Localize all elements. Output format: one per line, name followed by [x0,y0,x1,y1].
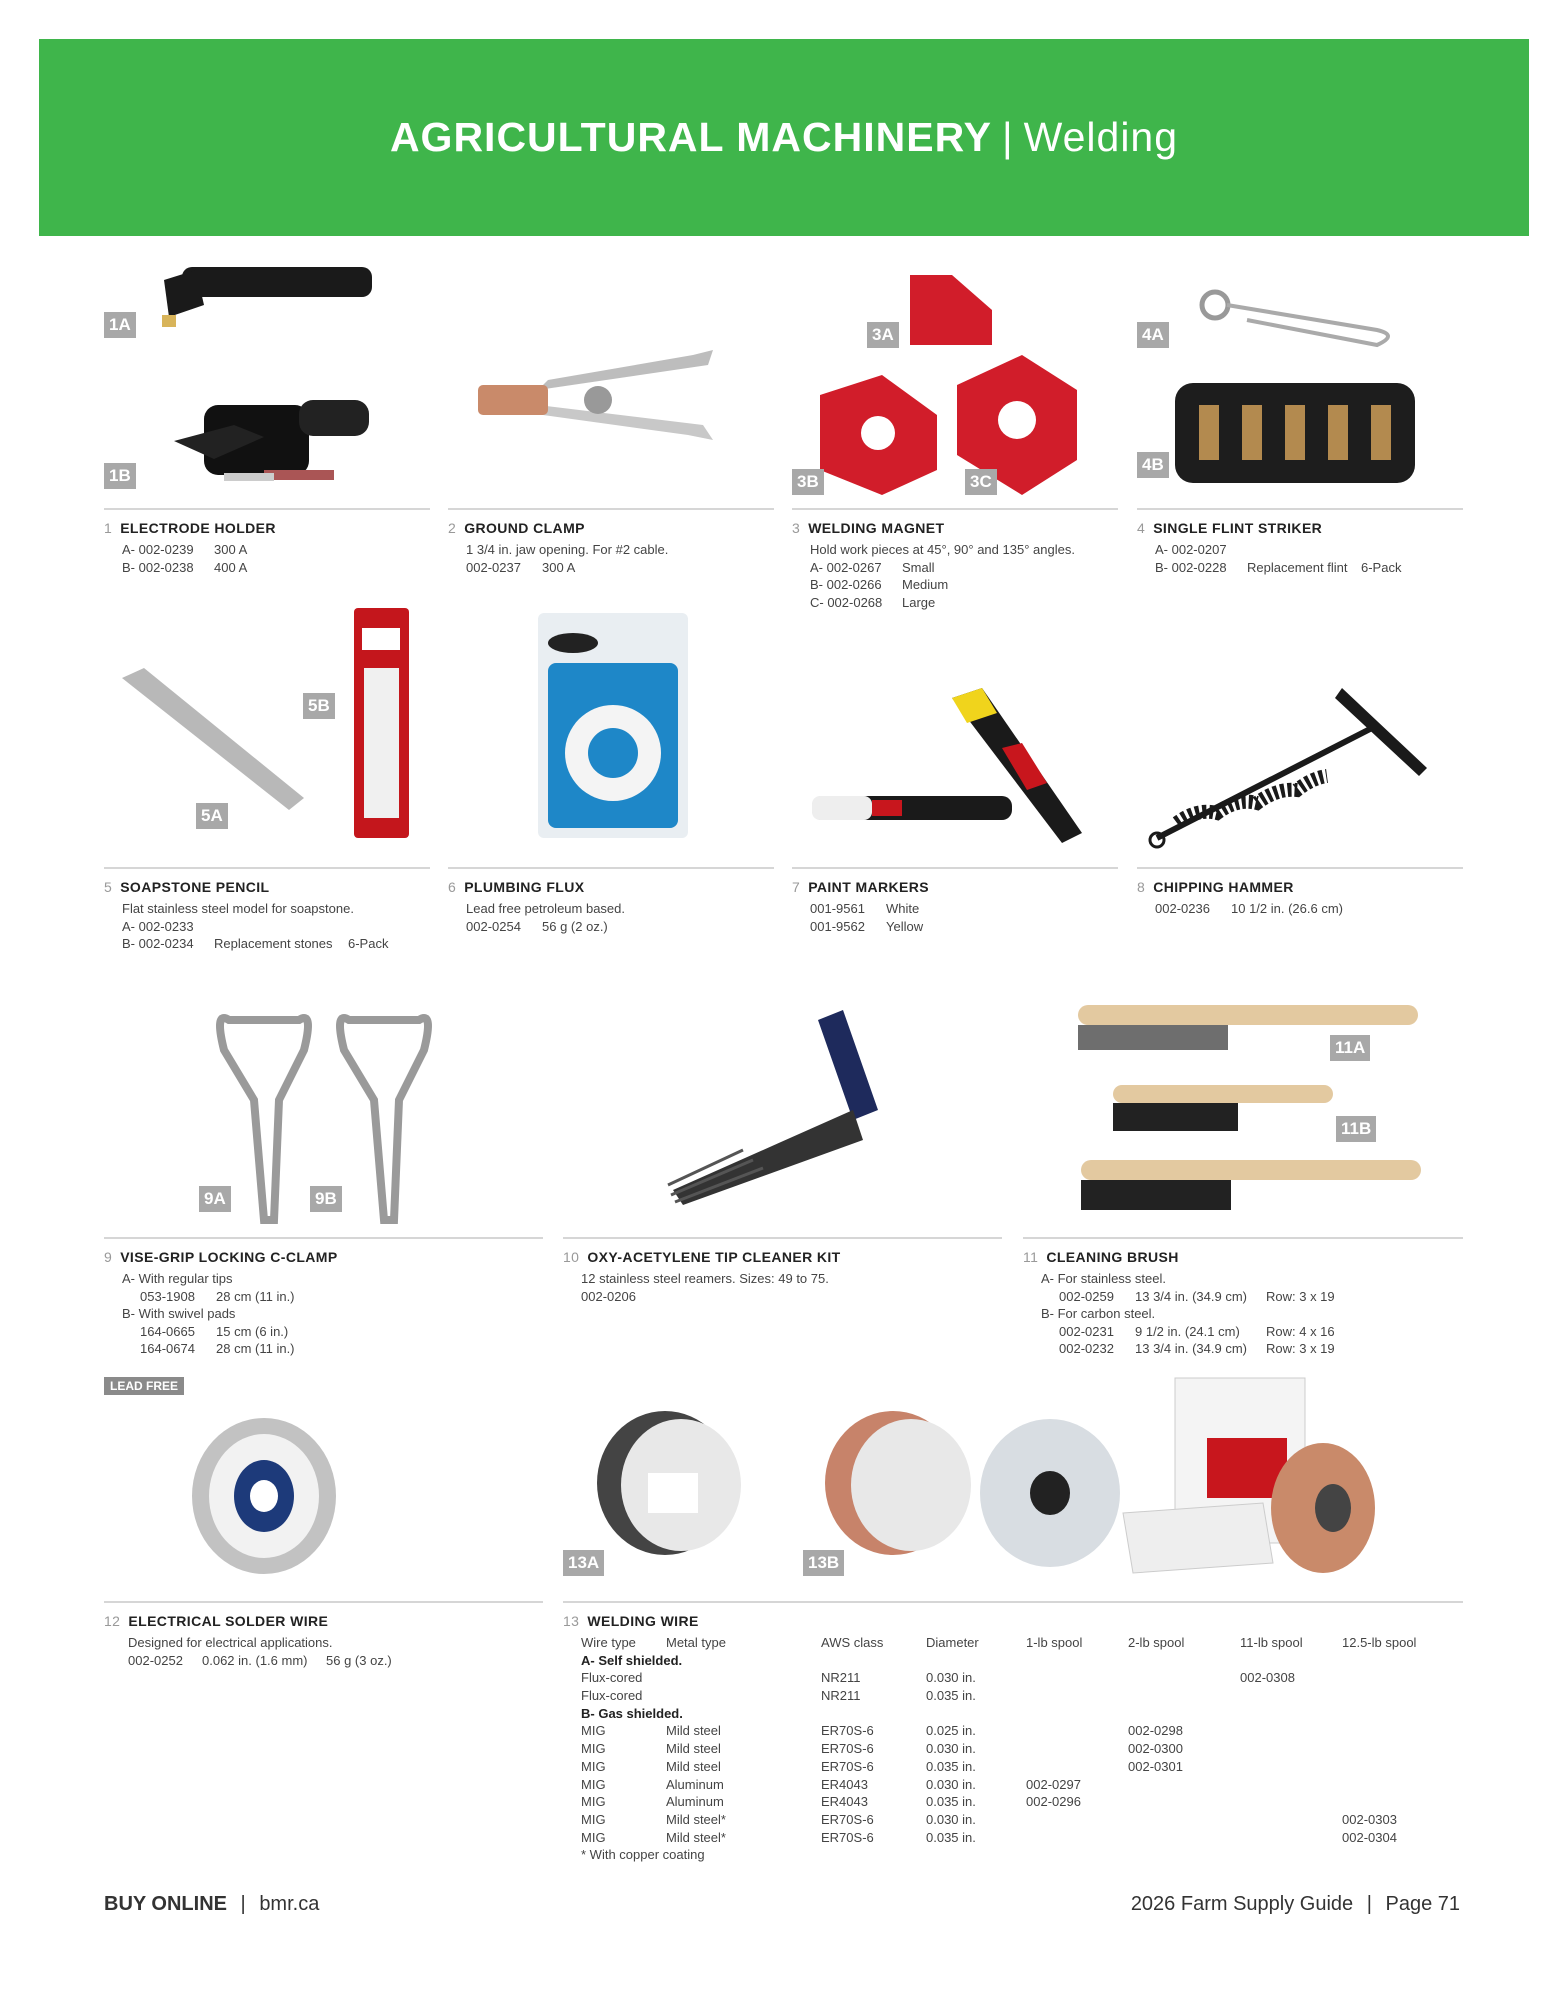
product-heading: 11 CLEANING BRUSH [1023,1249,1179,1265]
badge-3a: 3A [867,322,899,348]
code-row: A- 002-0239 300 A [122,542,248,557]
code-row: 002-0231 9 1/2 in. (24.1 cm) Row: 4 x 16 [1059,1323,1335,1339]
badge-4a: 4A [1137,322,1169,348]
code-row: B- 002-0228 Replacement flint 6-Pack [1155,559,1402,575]
badge-1b: 1B [104,463,136,489]
product-details: Designed for electrical applications. 002-0252 0.062 in. (1.6 mm) 56 g (3 oz.) [104,1634,543,1669]
table-row: MIG Aluminum ER4043 0.030 in. 002-0297 [581,1776,1081,1792]
product-5-image [104,608,430,867]
product-11 [1023,990,1463,1358]
badge-3b: 3B [792,469,824,495]
badge-5b: 5B [303,693,335,719]
product-9 [104,990,543,1358]
page-title: AGRICULTURAL MACHINERY | Welding [389,114,1179,160]
divider [1137,867,1463,869]
code-row: 002-0237 300 A [466,559,576,575]
badge-1a: 1A [104,312,136,338]
product-9-image [104,990,543,1237]
badge-13a: 13A [563,1550,604,1576]
footer-left: BUY ONLINE | bmr.ca [104,1893,320,1915]
product-details: 12 stainless steel reamers. Sizes: 49 to 75. 002-0206 [563,1270,1002,1305]
product-4-image [1137,255,1463,508]
electrode-holder-image [104,255,430,508]
code-row: 002-0252 0.062 in. (1.6 mm) 56 g (3 oz.) [128,1652,392,1668]
product-details [104,541,430,576]
lead-free-badge: LEAD FREE [104,1377,184,1395]
product-heading: 13 WELDING WIRE [563,1613,699,1629]
code-row: B- 002-0266 Medium [810,577,949,592]
product-heading: 12 ELECTRICAL SOLDER WIRE [104,1613,329,1629]
header-band [39,39,1529,236]
table-row: MIG Mild steel ER70S-6 0.030 in. 002-0300 [581,1741,1183,1757]
product-11-image [1023,990,1463,1237]
product-1 [104,255,430,576]
divider [563,1601,1463,1603]
product-13 [563,1363,1463,1865]
code-row: A- 002-0233 [122,918,194,934]
welding-magnet-image [792,255,1118,508]
buy-online-label: BUY ONLINE [104,1893,227,1915]
product-details [1137,900,1463,918]
code-row: 001-9561 White [810,901,920,916]
product-13-image [563,1363,1463,1601]
product-details: A- With regular tips 053-1908 28 cm (11 in.) B- With swivel pads 164-0665 15 cm (6 in.) 164-0674 28 cm (11 in.) [104,1270,543,1358]
product-8-image [1137,608,1463,867]
product-heading: 5 SOAPSTONE PENCIL [104,879,270,895]
product-7-image [792,608,1118,867]
table-row: MIG Mild steel ER70S-6 0.025 in. 002-0298 [581,1723,1183,1739]
chipping-hammer-image [1137,608,1463,867]
divider [792,867,1118,869]
tip-cleaner-kit-image [563,990,1002,1237]
table-row: MIG Mild steel ER70S-6 0.035 in. 002-0301 [581,1758,1183,1774]
product-details: 1 3/4 in. jaw opening. For #2 cable. 002-0237 300 A [448,541,774,576]
soapstone-pencil-image [104,608,430,867]
welding-wire-spools-image [563,1363,1463,1601]
badge-11a: 11A [1330,1035,1370,1061]
ground-clamp-image [448,255,774,508]
badge-11b: 11B [1336,1116,1376,1142]
product-12 [104,1363,543,1669]
code-row: 002-0236 10 1/2 in. (26.6 cm) [1155,901,1343,916]
code-row: A- 002-0207 [1155,542,1227,557]
product-heading: 10 OXY-ACETYLENE TIP CLEANER KIT [563,1249,841,1265]
product-10-image [563,990,1002,1237]
product-details [792,900,1118,935]
divider [448,867,774,869]
product-heading: 4 SINGLE FLINT STRIKER [1137,520,1323,536]
product-heading: 1 ELECTRODE HOLDER [104,520,276,536]
code-row: 002-0232 13 3/4 in. (34.9 cm) Row: 3 x 19 [1059,1341,1335,1356]
product-heading: 7 PAINT MARKERS [792,879,930,895]
code-row: 002-0206 [581,1288,636,1304]
product-12-image [104,1363,543,1601]
code-row: 002-0254 56 g (2 oz.) [466,918,608,934]
product-heading: 2 GROUND CLAMP [448,520,585,536]
product-1-image [104,255,430,508]
product-details: Lead free petroleum based. 002-0254 56 g (2 oz.) [448,900,774,935]
product-heading: 6 PLUMBING FLUX [448,879,585,895]
product-3-image [792,255,1118,508]
divider [104,508,430,510]
badge-9a: 9A [199,1186,231,1212]
product-4 [1137,255,1463,576]
badge-3c: 3C [965,469,997,495]
badge-4b: 4B [1137,452,1169,478]
site-link[interactable]: bmr.ca [259,1893,320,1915]
plumbing-flux-image [448,608,774,867]
badge-9b: 9B [310,1186,342,1212]
welding-wire-table [581,1635,1442,1865]
solder-wire-image [104,1363,543,1601]
divider [104,1237,543,1239]
product-10 [563,990,1002,1305]
product-details: A- For stainless steel. 002-0259 13 3/4 in. (34.9 cm) Row: 3 x 19 B- For carbon steel. 002-0231 9 1/2 in. (24.1 cm) Row: 4 x 16 002-0232 13 3/4 in. (34.9 cm) Row: 3 x 19 [1023,1270,1463,1358]
table-row: MIG Aluminum ER4043 0.035 in. 002-0296 [581,1794,1081,1810]
table-row: MIG Mild steel* ER70S-6 0.035 in. 002-0304 [581,1829,1397,1845]
code-row: 002-0259 13 3/4 in. (34.9 cm) Row: 3 x 19 [1059,1288,1335,1304]
product-2 [448,255,774,576]
divider [448,508,774,510]
badge-13b: 13B [803,1550,844,1576]
badge-5a: 5A [196,803,228,829]
product-heading: 8 CHIPPING HAMMER [1137,879,1294,895]
table-row: Flux-cored NR211 0.030 in. 002-0308 [581,1670,1295,1686]
guide-name: 2026 Farm Supply Guide [1130,1893,1354,1915]
product-heading: 9 VISE-GRIP LOCKING C-CLAMP [104,1249,338,1265]
product-details [1137,541,1463,576]
divider [563,1237,1002,1239]
table-row: MIG Mild steel* ER70S-6 0.030 in. 002-0303 [581,1811,1397,1827]
product-8 [1137,608,1463,918]
table-footnote-row: * With copper coating [581,1847,705,1863]
table-group-row: A- Self shielded. [581,1652,683,1668]
product-6-image [448,608,774,867]
code-row: C- 002-0268 Large [810,594,936,610]
footer-right: 2026 Farm Supply Guide | Page 71 [1130,1893,1460,1915]
code-row: 053-1908 28 cm (11 in.) [140,1288,295,1304]
product-6 [448,608,774,935]
divider [1137,508,1463,510]
product-2-image [448,255,774,508]
product-details: Flat stainless steel model for soapstone. A- 002-0233 B- 002-0234 Replacement stones 6-Pack [104,900,430,953]
paint-markers-image [792,608,1118,867]
code-row: A- 002-0267 Small [810,559,935,575]
product-7 [792,608,1118,935]
code-row: 001-9562 Yellow [810,918,924,934]
table-header-row: Wire type Metal type AWS class Diameter 1-lb spool 2-lb spool 11-lb spool 12.5-lb spool [581,1635,1417,1650]
divider [104,1601,543,1603]
code-row: 164-0674 28 cm (11 in.) [140,1341,295,1356]
divider [1023,1237,1463,1239]
flint-striker-image [1137,255,1463,508]
product-5 [104,608,430,953]
code-row: B- 002-0238 400 A [122,559,248,575]
code-row: B- 002-0234 Replacement stones 6-Pack [122,936,389,951]
page-number: Page 71 [1385,1893,1460,1915]
table-row: Flux-cored NR211 0.035 in. [581,1688,976,1704]
code-row: 164-0665 15 cm (6 in.) [140,1323,289,1339]
cleaning-brush-image [1023,990,1463,1237]
product-heading: 3 WELDING MAGNET [792,520,945,536]
product-details: Hold work pieces at 45°, 90° and 135° angles. A- 002-0267 Small B- 002-0266 Medium C- 002-0268 Large [792,541,1118,611]
divider [104,867,430,869]
product-3 [792,255,1118,611]
divider [792,508,1118,510]
table-group-row: B- Gas shielded. [581,1705,683,1721]
